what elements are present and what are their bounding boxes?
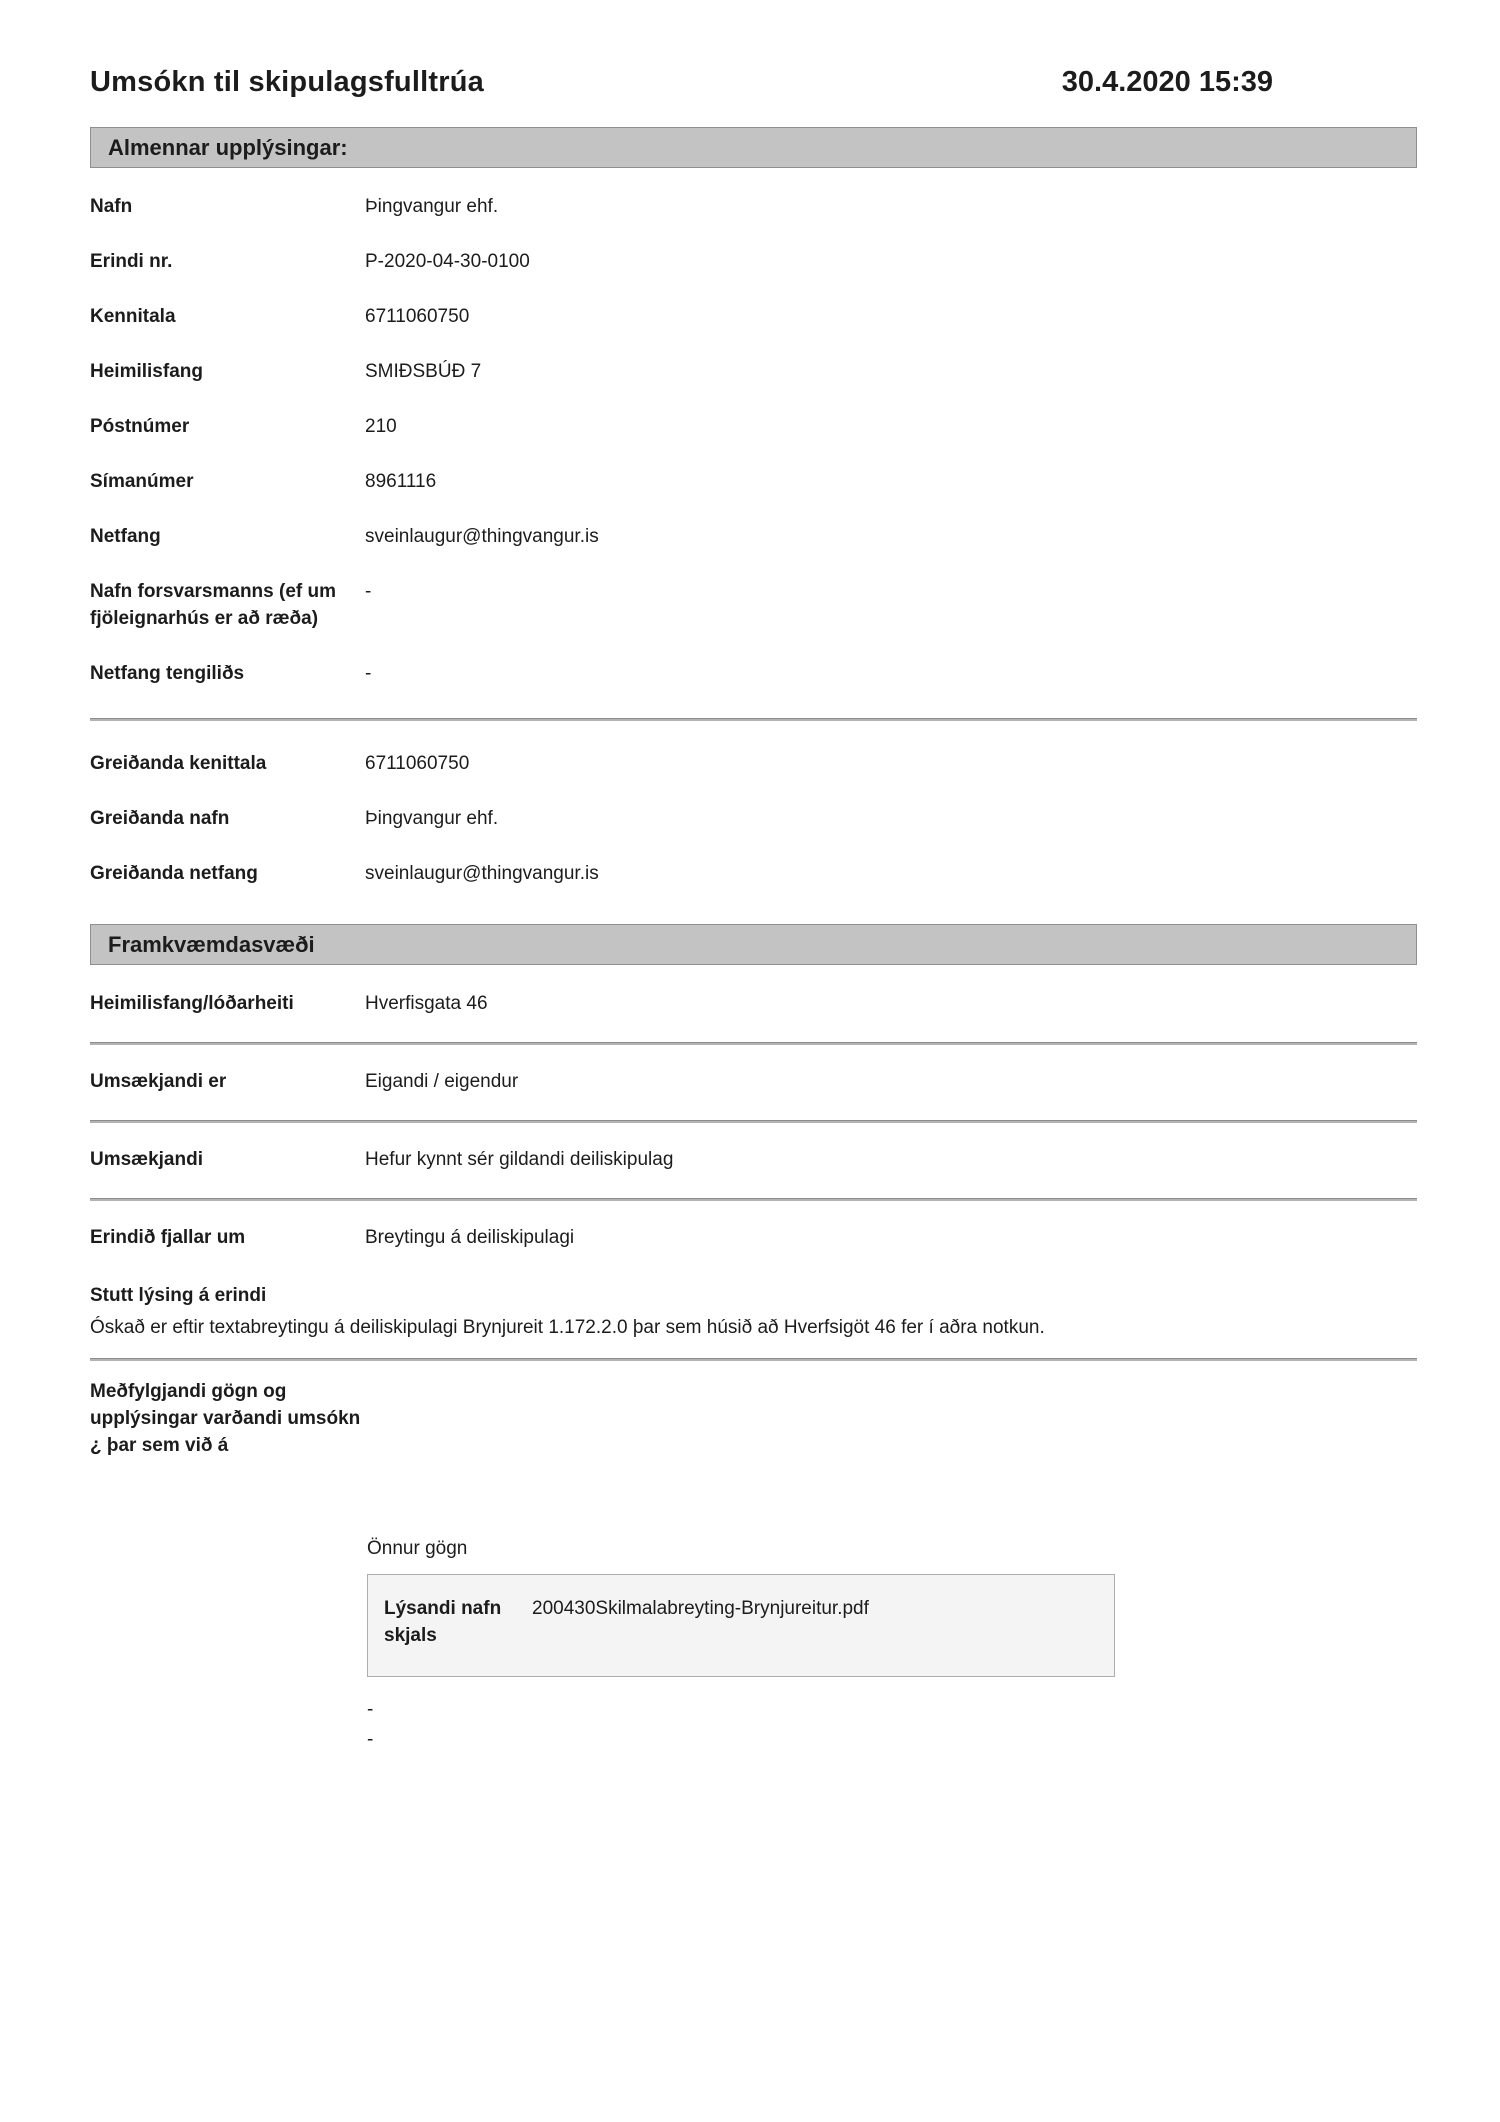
- field-value: Eigandi / eigendur: [365, 1070, 519, 1092]
- field-label: Nafn: [90, 196, 133, 217]
- section-header-project-area: Framkvæmdasvæði: [90, 924, 1417, 965]
- field-row-heimilisfang: [90, 345, 1417, 400]
- divider: [90, 1042, 1417, 1045]
- divider: [90, 1198, 1417, 1201]
- description-label: Stutt lýsing á erindi: [90, 1285, 267, 1307]
- field-label: Netfang: [90, 525, 161, 547]
- dash-lines: [367, 1695, 1417, 1756]
- field-value: Þingvangur ehf.: [365, 196, 499, 217]
- attachment-box: [367, 1574, 1115, 1677]
- field-row-lodarheiti: [90, 977, 1417, 1032]
- field-row-netfang: [90, 510, 1417, 565]
- attachment-filename: 200430Skilmalabreyting-Brynjureitur.pdf: [532, 1597, 869, 1619]
- field-row-forsvarsmanns: [90, 565, 1417, 647]
- field-value: -: [365, 580, 372, 602]
- field-label: Greiðanda netfang: [90, 862, 258, 884]
- divider: [90, 1120, 1417, 1123]
- field-value: Breytingu á deiliskipulagi: [365, 1226, 575, 1248]
- field-label: Kennitala: [90, 305, 176, 327]
- divider: [90, 1358, 1417, 1361]
- page-title: Umsókn til skipulagsfulltrúa: [90, 66, 484, 98]
- field-value: Hverfisgata 46: [365, 992, 488, 1014]
- section-header-general: Almennar upplýsingar:: [90, 127, 1417, 168]
- field-row-umsaekjandi: [90, 1133, 1417, 1188]
- field-value: Hefur kynnt sér gildandi deiliskipulag: [365, 1148, 674, 1170]
- other-docs-label: Önnur gögn: [367, 1537, 468, 1559]
- field-label: Erindi nr.: [90, 250, 173, 272]
- field-row-greidanda-netfang: [90, 847, 1417, 902]
- field-value: 210: [365, 415, 397, 437]
- field-row-kennitala: [90, 290, 1417, 345]
- document-datetime: 30.4.2020 15:39: [1061, 66, 1273, 98]
- field-label: Erindið fjallar um: [90, 1226, 246, 1248]
- description-block: [90, 1283, 1417, 1342]
- field-value: sveinlaugur@thingvangur.is: [365, 525, 599, 547]
- field-value: SMIÐSBÚÐ 7: [365, 360, 482, 382]
- field-label: Nafn forsvarsmanns (ef um fjöleignarhús er að ræða): [90, 580, 337, 629]
- field-value: 8961116: [365, 470, 437, 492]
- field-label: Umsækjandi: [90, 1148, 203, 1170]
- field-label: Greiðanda kenittala: [90, 752, 267, 774]
- field-label: Greiðanda nafn: [90, 807, 230, 829]
- field-label: Heimilisfang: [90, 360, 203, 382]
- field-value: 6711060750: [365, 752, 470, 774]
- field-value: -: [365, 662, 372, 684]
- field-row-greidanda-kennitala: [90, 737, 1417, 792]
- field-row-umsaekjandi-er: [90, 1055, 1417, 1110]
- field-value: Þingvangur ehf.: [365, 807, 499, 829]
- field-row-erindi-nr: [90, 235, 1417, 290]
- field-row-nafn: [90, 180, 1417, 235]
- field-value: sveinlaugur@thingvangur.is: [365, 862, 599, 884]
- field-label: Umsækjandi er: [90, 1070, 227, 1092]
- field-row-erindid-fjallar-um: [90, 1211, 1417, 1266]
- divider: [90, 718, 1417, 721]
- attachments-block: [90, 1379, 1417, 1756]
- field-label: Símanúmer: [90, 470, 194, 492]
- attachments-label: Meðfylgjandi gögn og upplýsingar varðandi umsókn ¿ þar sem við á: [90, 1380, 361, 1456]
- description-text: Óskað er eftir textabreytingu á deiliskipulagi Brynjureit 1.172.2.0 þar sem húsið að Hverfsigöt 46 fer í aðra notkun.: [90, 1317, 1045, 1339]
- field-value: 6711060750: [365, 305, 470, 327]
- field-label: Netfang tengiliðs: [90, 662, 245, 684]
- field-row-greidanda-nafn: [90, 792, 1417, 847]
- document-header: [90, 66, 1417, 99]
- attachment-label: Lýsandi nafn skjals: [384, 1597, 502, 1647]
- field-label: Heimilisfang/lóðarheiti: [90, 992, 294, 1014]
- field-label: Póstnúmer: [90, 415, 190, 437]
- dash-line: -: [367, 1698, 374, 1720]
- dash-line: -: [367, 1729, 374, 1751]
- field-row-postnumer: [90, 400, 1417, 455]
- field-value: P-2020-04-30-0100: [365, 250, 530, 272]
- field-row-simanumer: [90, 455, 1417, 510]
- field-row-netfang-tengilids: [90, 647, 1417, 702]
